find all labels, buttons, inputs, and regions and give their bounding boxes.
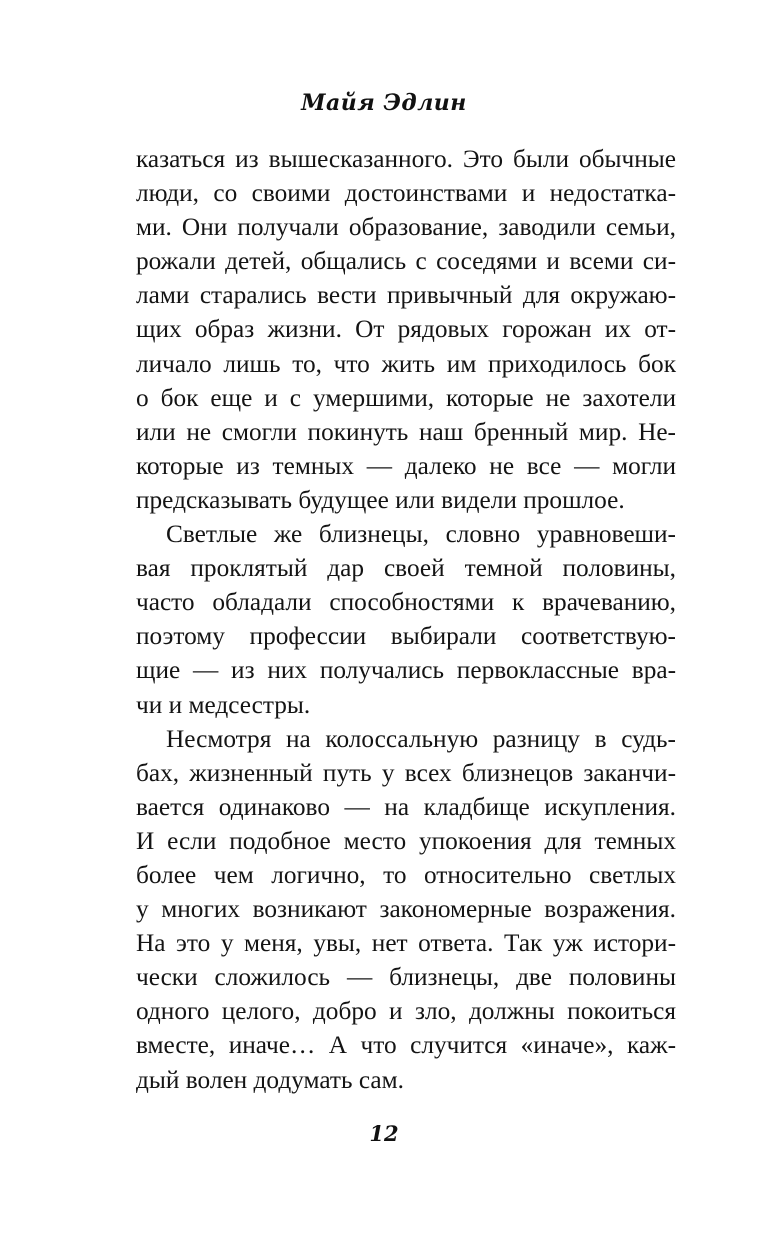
text-line: люди, со своими достоинствами и недостатка- xyxy=(136,179,676,208)
text-line: ми. Они получали образование, заводили семьи, xyxy=(136,213,676,242)
text-line: На это у меня, увы, нет ответа. Так уж истори- xyxy=(136,929,676,958)
text-line: у многих возникают закономерные возражения. xyxy=(136,895,676,924)
text-line: щие — из них получались первоклассные вра- xyxy=(136,656,676,685)
text-line: бах, жизненный путь у всех близнецов заканчи- xyxy=(136,758,676,787)
text-line: личало лишь то, что жить им приходилось бок xyxy=(136,349,676,378)
text-line: казаться из вышесказанного. Это были обычные xyxy=(136,145,676,173)
body-text xyxy=(136,142,676,1097)
text-line: лами старались вести привычный для окружаю- xyxy=(136,281,676,310)
paragraph xyxy=(136,517,676,722)
text-line: рожали детей, общались с соседями и всеми си- xyxy=(136,247,676,276)
text-line: предсказывать будущее или видели прошлое. xyxy=(136,485,625,514)
paragraph xyxy=(136,142,676,517)
text-line: более чем логично, то относительно светлых xyxy=(136,860,676,889)
text-line: щих образ жизни. От рядовых горожан их от- xyxy=(136,315,676,344)
page-number: 12 xyxy=(369,1121,399,1146)
text-line: часто обладали способностями к врачеванию, xyxy=(136,588,676,617)
text-line: вая проклятый дар своей темной половины, xyxy=(136,554,676,583)
text-line: которые из темных — далеко не все — могли xyxy=(136,451,676,480)
text-line: вается одинаково — на кладбище искупления. xyxy=(136,792,676,821)
text-line: одного целого, добро и зло, должны покоиться xyxy=(136,997,676,1026)
running-header-author: Майя Эдлин xyxy=(301,90,467,116)
text-line: Светлые же близнецы, словно уравновеши- xyxy=(166,520,676,549)
text-line: или не смогли покинуть наш бренный мир. Не- xyxy=(136,417,676,446)
text-line: о бок еще и с умершими, которые не захотели xyxy=(136,383,676,412)
text-line: дый волен додумать сам. xyxy=(136,1065,404,1094)
text-line: чи и медсестры. xyxy=(136,690,311,719)
text-line: поэтому профессии выбирали соответствую- xyxy=(136,622,676,651)
text-line: Несмотря на колоссальную разницу в судь- xyxy=(166,724,676,753)
text-line: И если подобное место упокоения для темных xyxy=(136,826,676,855)
text-line: вместе, иначе… А что случится «иначе», каж- xyxy=(136,1031,676,1060)
text-line: чески сложилось — близнецы, две половины xyxy=(136,963,676,992)
paragraph xyxy=(136,722,676,1097)
